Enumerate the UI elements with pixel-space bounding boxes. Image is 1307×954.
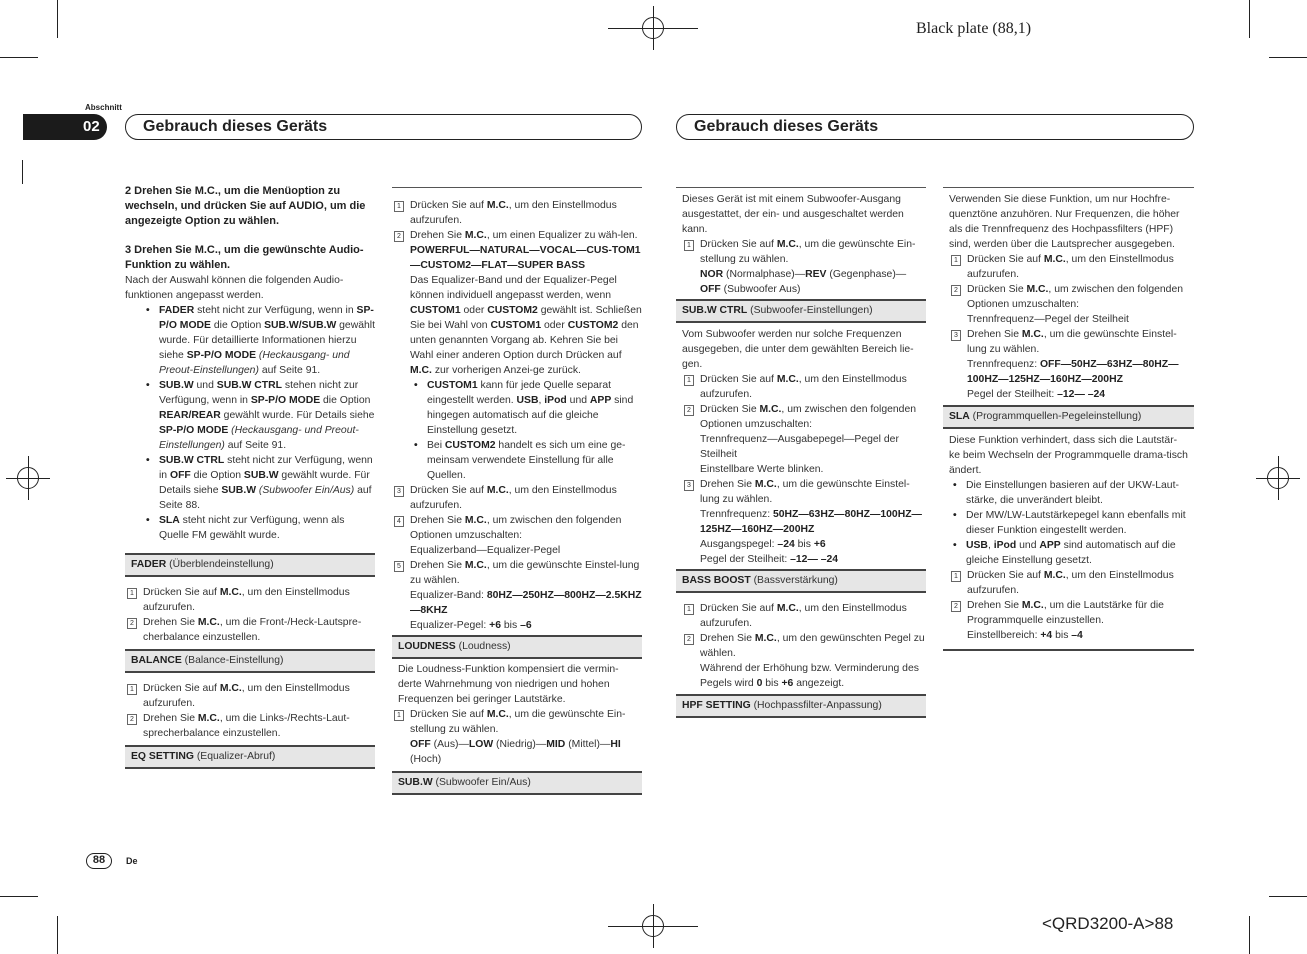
section-title-right: Gebrauch dieses Geräts <box>676 114 1194 140</box>
heading-subw: SUB.W (Subwoofer Ein/Aus) <box>392 771 642 795</box>
subw-output-level: Ausgangspegel: –24 bis +6 <box>700 539 826 550</box>
heading-balance: BALANCE (Balance-Einstellung) <box>125 649 375 673</box>
crop-mark <box>1269 896 1307 897</box>
note-custom2: • Bei CUSTOM2 handelt es sich um eine ge-meinsam verwendete Einstellung für alle Quellen. <box>410 438 642 483</box>
note-subw: • SUB.W und SUB.W CTRL stehen nicht zur Verfügung, wenn in SP-P/O MODE die Option REAR/REAR gewählt wurde. Für Details siehe SP-P/O MODE (Heckausgang- und Preout-Einstellungen) auf Seite 91. <box>142 378 375 453</box>
crop-mark <box>1249 0 1250 38</box>
subw-crossover-values: Trennfrequenz: 50HZ—63HZ—80HZ—100HZ—125HZ—160HZ—200HZ <box>700 509 922 535</box>
balance-step-1: 1 Drücken Sie auf M.C., um den Einstellmodus aufzurufen. <box>125 681 375 711</box>
heading-sla: SLA (Programmquellen-Pegeleinstellung) <box>943 405 1194 429</box>
subw-ctrl-step-3: 3 Drehen Sie M.C., um die gewünschte Einstel-lung zu wählen. <box>682 477 926 507</box>
sla-intro: Diese Funktion verhindert, dass sich die Lautstär-ke beim Wechseln der Programmquelle drama-tisch ändert. <box>949 435 1188 476</box>
hpf-step-2-options: Trennfrequenz—Pegel der Steilheit <box>967 314 1129 325</box>
heading-eq-setting: EQ SETTING (Equalizer-Abruf) <box>125 745 375 769</box>
note-fader: • FADER steht nicht zur Verfügung, wenn in SP-P/O MODE die Option SUB.W/SUB.W gewählt wurde. Für detaillierte Informationen hierzu siehe SP-P/O MODE (Heckausgang- und Preout-Einstellungen) auf Seite 91. <box>142 303 375 378</box>
page-number: 88 <box>86 853 112 869</box>
subw-ctrl-intro: Vom Subwoofer werden nur solche Frequenzen ausgegeben, die unter dem gewählten Bereich lie-gen. <box>682 329 914 370</box>
sla-step-2: 2 Drehen Sie M.C., um die Lautstärke für die Programmquelle einzustellen. <box>949 598 1194 628</box>
eq-description: Das Equalizer-Band und der Equalizer-Pegel können individuell angepasst werden, wenn CUSTOM1 oder CUSTOM2 gewählt ist. Schließen Sie bei Wahl von CUSTOM1 oder CUSTOM2 den unten genannten Vorgang ab. Kehren Sie bei Wahl einer anderen Option durch Drücken auf M.C. zur vorherigen Anzei-ge zurück. <box>410 275 642 376</box>
eq-step-1: 1 Drücken Sie auf M.C., um den Einstellmodus aufzurufen. <box>392 198 642 228</box>
hpf-intro: Verwenden Sie diese Funktion, um nur Hochfre-quenztöne anzuhören. Nur Frequenzen, die höher als die Trennfrequenz des Hochpassfilters (HPF) sind, werden über die Lautsprecher ausgegeben. <box>949 194 1180 250</box>
balance-step-2: 2 Drehen Sie M.C., um die Links-/Rechts-Laut-sprecherbalance einzustellen. <box>125 711 375 741</box>
hpf-crossover-values: Trennfrequenz: OFF—50HZ—63HZ—80HZ—100HZ—125HZ—160HZ—200HZ <box>967 359 1179 385</box>
eq-step-4-options: Equalizerband—Equalizer-Pegel <box>410 545 561 556</box>
section-title-left: Gebrauch dieses Geräts <box>125 114 642 140</box>
crop-mark <box>653 6 654 50</box>
sla-note-1: • Die Einstellungen basieren auf der UKW-Laut-stärke, die unverändert bleibt. <box>949 478 1194 508</box>
bass-step-1: 1 Drücken Sie auf M.C., um den Einstellmodus aufzurufen. <box>682 601 926 631</box>
crop-mark <box>57 916 58 954</box>
column-2 <box>392 187 642 795</box>
fader-step-2: 2 Drehen Sie M.C., um die Front-/Heck-Lautspre-cherbalance einzustellen. <box>125 615 375 645</box>
sla-note-2: • Der MW/LW-Lautstärkepegel kann ebenfalls mit dieser Funktion eingestellt werden. <box>949 508 1194 538</box>
eq-step-4: 4 Drehen Sie M.C., um zwischen den folgenden Optionen umzuschalten: <box>392 513 642 543</box>
subw-ctrl-step-2: 2 Drücken Sie M.C., um zwischen den folgenden Optionen umzuschalten: <box>682 402 926 432</box>
crop-mark <box>1278 456 1279 500</box>
subw-ctrl-blink: Einstellbare Werte blinken. <box>700 464 824 475</box>
crop-mark <box>1269 57 1307 58</box>
sla-step-1: 1 Drücken Sie auf M.C., um den Einstellmodus aufzurufen. <box>949 568 1194 598</box>
crop-mark <box>0 896 38 897</box>
eq-level-values: Equalizer-Pegel: +6 bis –6 <box>410 620 532 631</box>
heading-fader: FADER (Überblendeinstellung) <box>125 553 375 577</box>
step-3: 3 Drehen Sie M.C., um die gewünschte Audio-Funktion zu wählen. <box>125 244 364 271</box>
plate-label: Black plate (88,1) <box>916 20 1032 37</box>
sla-note-3: • USB, iPod und APP sind automatisch auf die gleiche Einstellung gesetzt. <box>949 538 1194 568</box>
hpf-step-3: 3 Drehen Sie M.C., um die gewünschte Einstel-lung zu wählen. <box>949 327 1194 357</box>
column-4 <box>943 187 1194 651</box>
loudness-intro: Die Loudness-Funktion kompensiert die vermin-derte Wahrnehmung von niedrigen und hohen Frequenzen bei geringer Lautstärke. <box>398 664 619 705</box>
subw-ctrl-step-1: 1 Drücken Sie auf M.C., um den Einstellmodus aufzurufen. <box>682 372 926 402</box>
note-subw-ctrl: • SUB.W CTRL steht nicht zur Verfügung, wenn in OFF die Option SUB.W gewählt wurde. Für Details siehe SUB.W (Subwoofer Ein/Aus) auf Seite 88. <box>142 453 375 513</box>
eq-step-5: 5 Drehen Sie M.C., um die gewünschte Einstel-lung zu wählen. <box>392 558 642 588</box>
fader-step-1: 1 Drücken Sie auf M.C., um den Einstellmodus aufzurufen. <box>125 585 375 615</box>
hpf-slope-level: Pegel der Steilheit: –12— –24 <box>967 389 1106 400</box>
eq-band-values: Equalizer-Band: 80HZ—250HZ—800HZ—2.5KHZ—8KHZ <box>410 590 642 616</box>
subw-intro: Dieses Gerät ist mit einem Subwoofer-Ausgang ausgestattet, der ein- und ausgeschaltet werden kann. <box>682 194 904 235</box>
note-custom1: • CUSTOM1 kann für jede Quelle separat eingestellt werden. USB, iPod und APP sind hingegen automatisch auf die gleiche Einstellung gesetzt. <box>410 378 642 438</box>
crop-mark <box>28 456 29 500</box>
step-2: 2 Drehen Sie M.C., um die Menüoption zu wechseln, und drücken Sie auf AUDIO, um die angezeigte Option zu wählen. <box>125 185 366 227</box>
subw-options: NOR (Normalphase)—REV (Gegenphase)—OFF (Subwoofer Aus) <box>700 269 907 295</box>
loudness-options: OFF (Aus)—LOW (Niedrig)—MID (Mittel)—HI (Hoch) <box>410 739 621 765</box>
crop-mark <box>653 904 654 948</box>
subw-step-1: 1 Drücken Sie auf M.C., um die gewünschte Ein-stellung zu wählen. <box>682 237 926 267</box>
crop-mark <box>1249 916 1250 954</box>
sla-range: Einstellbereich: +4 bis –4 <box>967 630 1083 641</box>
heading-hpf-setting: HPF SETTING (Hochpassfilter-Anpassung) <box>676 694 926 718</box>
language-code: De <box>126 856 138 866</box>
loudness-step-1: 1 Drücken Sie auf M.C., um die gewünschte Ein-stellung zu wählen. <box>392 707 642 737</box>
hpf-step-1: 1 Drücken Sie auf M.C., um den Einstellmodus aufzurufen. <box>949 252 1194 282</box>
subw-ctrl-options: Trennfrequenz—Ausgabepegel—Pegel der Steilheit <box>700 434 899 460</box>
heading-bass-boost: BASS BOOST (Bassverstärkung) <box>676 569 926 593</box>
eq-step-3: 3 Drücken Sie auf M.C., um den Einstellmodus aufzurufen. <box>392 483 642 513</box>
heading-subw-ctrl: SUB.W CTRL (Subwoofer-Einstellungen) <box>676 299 926 323</box>
eq-step-2: 2 Drehen Sie M.C., um einen Equalizer zu wäh-len. <box>392 228 642 243</box>
crop-mark <box>57 0 58 38</box>
step-3-text: Nach der Auswahl können die folgenden Audio-funktionen angepasst werden. <box>125 275 344 301</box>
bass-step-2: 2 Drehen Sie M.C., um den gewünschten Pegel zu wählen. <box>682 631 926 661</box>
subw-slope-level: Pegel der Steilheit: –12— –24 <box>700 554 839 565</box>
crop-mark <box>0 57 38 58</box>
hpf-step-2: 2 Drücken Sie M.C., um zwischen den folgenden Optionen umzuschalten: <box>949 282 1194 312</box>
column-1 <box>125 184 375 769</box>
eq-options: POWERFUL—NATURAL—VOCAL—CUS-TOM1—CUSTOM2—FLAT—SUPER BASS <box>410 245 641 271</box>
crop-mark <box>22 160 23 184</box>
section-number: 02 <box>23 114 107 140</box>
bass-step-2-note: Während der Erhöhung bzw. Verminderung des Pegels wird 0 bis +6 angezeigt. <box>700 663 919 689</box>
column-3 <box>676 187 926 718</box>
heading-loudness: LOUDNESS (Loudness) <box>392 635 642 659</box>
section-label: Abschnitt <box>85 103 122 112</box>
document-code: <QRD3200-A>88 <box>1042 914 1174 933</box>
note-sla: • SLA steht nicht zur Verfügung, wenn als Quelle FM gewählt wurde. <box>142 513 375 543</box>
